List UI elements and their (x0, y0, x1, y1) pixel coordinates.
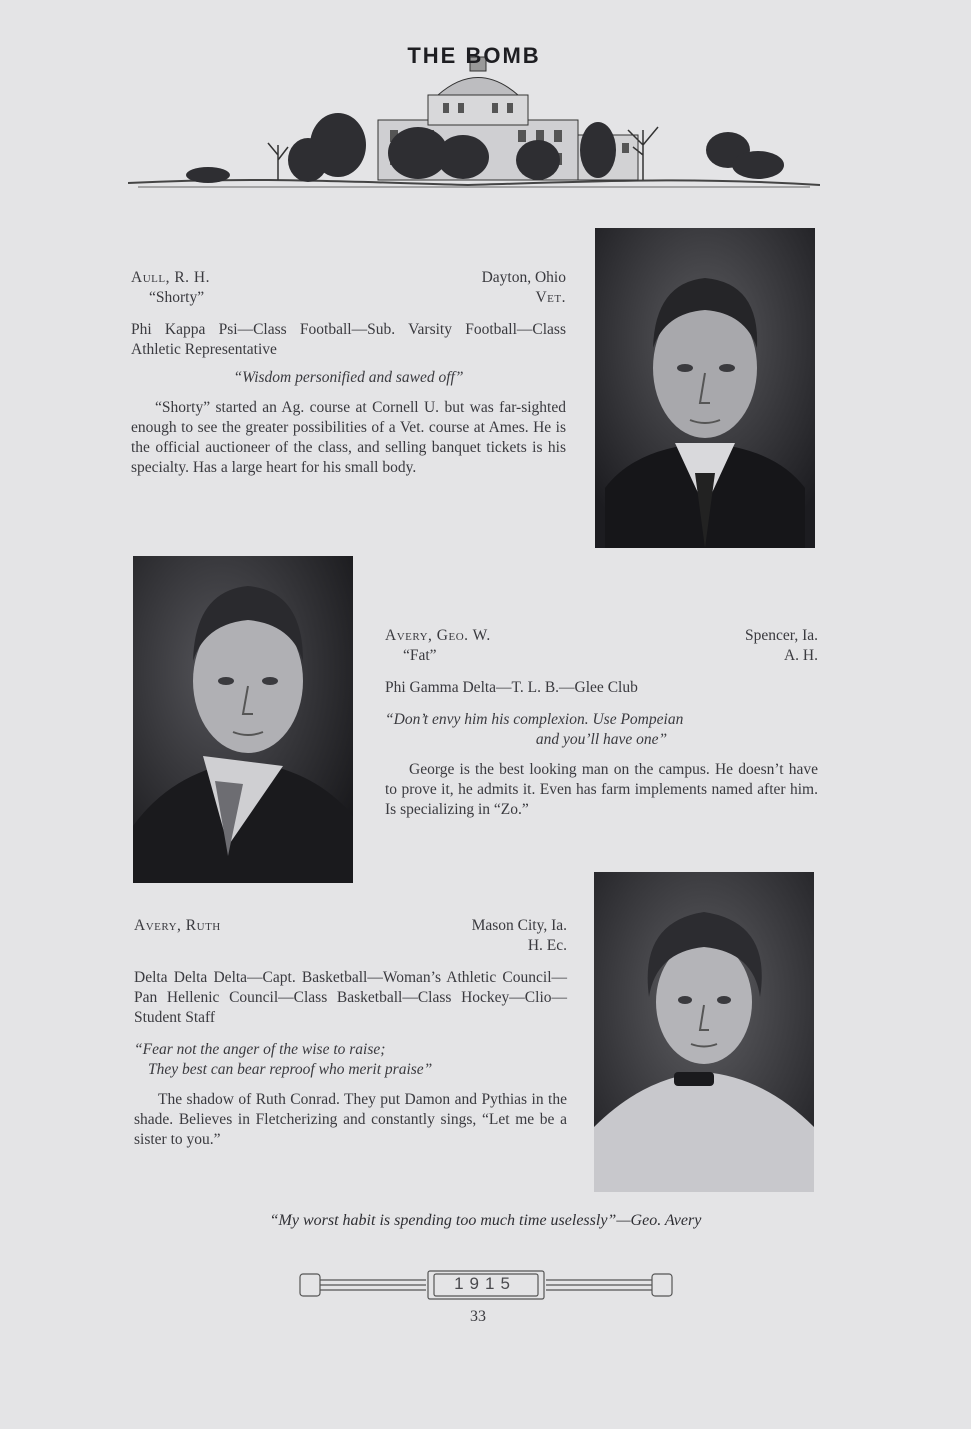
hometown: Spencer, Ia. (745, 627, 818, 644)
entry-geo-avery (385, 626, 818, 820)
motto-quote-line-1: “Fear not the anger of the wise to raise; (134, 1041, 386, 1058)
portrait-geo-avery (133, 556, 353, 883)
motto-quote-line-2: They best can bear reproof who merit praise” (148, 1061, 433, 1078)
course: A. H. (783, 647, 818, 664)
footer-quote: “My worst habit is spending too much time uselessly”—Geo. Avery (269, 1212, 702, 1229)
biography: The shadow of Ruth Conrad. They put Damon and Pythias in the shade. Believes in Fletcherizing and constantly sings, “Let me be a sister to you.” (134, 1091, 567, 1148)
activities: Phi Kappa Psi—Class Football—Sub. Varsity Football—Class Athletic Representative (131, 321, 566, 358)
hometown: Mason City, Ia. (471, 917, 567, 934)
year-label: 1915 (454, 1274, 516, 1293)
activities: Phi Gamma Delta—T. L. B.—Glee Club (385, 679, 638, 696)
student-name: Avery, Geo. W. (385, 627, 491, 644)
student-name: Avery, Ruth (134, 917, 221, 934)
hometown: Dayton, Ohio (481, 269, 566, 286)
student-name: Aull, R. H. (131, 269, 210, 286)
entry-ruth-avery (134, 916, 567, 1150)
biography: “Shorty” started an Ag. course at Cornell U. but was far-sighted enough to see the greater possibilities of a Vet. course at Ames. He is the official auctioneer of the class, and selling banquet tickets is his specialty. Has a large heart for his small body. (131, 399, 566, 476)
page-title: THE BOMB (407, 43, 541, 68)
page-number: 33 (470, 1308, 486, 1325)
portrait-ruth-avery (594, 872, 814, 1192)
portrait-aull (595, 228, 815, 548)
biography: George is the best looking man on the campus. He doesn’t have to prove it, he admits it. Even has farm implements named after him. Is specializing in “Zo.” (385, 761, 818, 818)
motto-quote-line-1: “Don’t envy him his complexion. Use Pompeian (385, 711, 684, 728)
entry-aull (131, 268, 566, 478)
course: H. Ec. (527, 937, 567, 954)
page-header (128, 35, 820, 195)
motto-quote: “Wisdom personified and sawed off” (233, 369, 464, 386)
course: Vet. (535, 289, 566, 306)
motto-quote-line-2: and you’ll have one” (535, 731, 668, 748)
nickname: “Shorty” (149, 289, 205, 306)
nickname: “Fat” (403, 647, 437, 664)
activities: Delta Delta Delta—Capt. Basketball—Woman’s Athletic Council—Pan Hellenic Council—Class Basketball—Class Hockey—Clio—Student Staff (134, 969, 567, 1026)
